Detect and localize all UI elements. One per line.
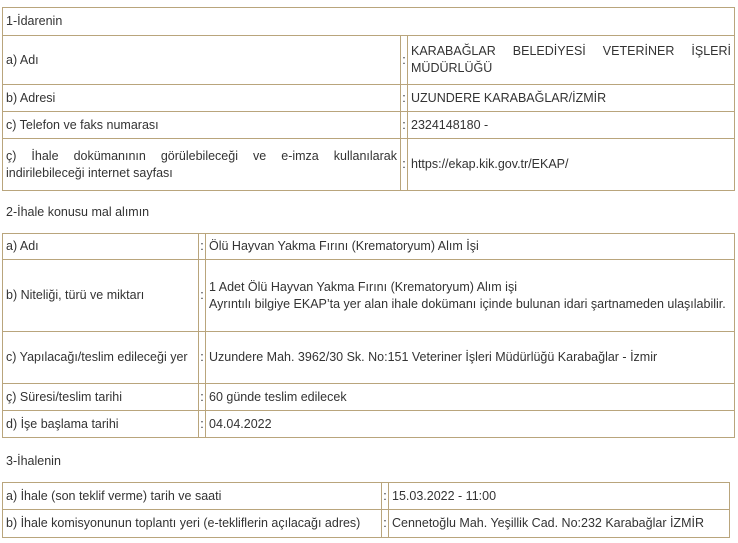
tender-datetime-value: 15.03.2022 - 11:00 bbox=[389, 483, 730, 510]
commission-place-value: Cennetoğlu Mah. Yeşillik Cad. No:232 Karabağlar İZMİR bbox=[389, 510, 730, 538]
delivery-place-value: Uzundere Mah. 3962/30 Sk. No:151 Veteriner İşleri Müdürlüğü Karabağlar - İzmir bbox=[206, 332, 735, 384]
separator: : bbox=[401, 85, 408, 112]
start-date-value: 04.04.2022 bbox=[206, 411, 735, 438]
section-3-table bbox=[2, 482, 730, 538]
admin-phone-value: 2324148180 - bbox=[408, 112, 735, 139]
item-name-value: Ölü Hayvan Yakma Fırını (Krematoryum) Alım İşi bbox=[206, 234, 735, 260]
section-1-table bbox=[2, 7, 735, 191]
separator: : bbox=[401, 139, 408, 191]
tender-datetime-label: a) İhale (son teklif verme) tarih ve saati bbox=[3, 483, 382, 510]
separator: : bbox=[199, 384, 206, 411]
item-nature-line-2: Ayrıntılı bilgiye EKAP’ta yer alan ihale dokümanı içinde bulunan idari şartnameden ulaşılabilir. bbox=[209, 296, 726, 311]
item-nature-line-1: 1 Adet Ölü Hayvan Yakma Fırını (Krematoryum) Alım işi bbox=[209, 279, 517, 294]
separator: : bbox=[199, 411, 206, 438]
admin-name-value: KARABAĞLAR BELEDİYESİ VETERİNER İŞLERİ MÜDÜRLÜĞÜ bbox=[408, 36, 735, 85]
admin-phone-label: c) Telefon ve faks numarası bbox=[3, 112, 401, 139]
start-date-label: d) İşe başlama tarihi bbox=[3, 411, 199, 438]
delivery-place-label: c) Yapılacağı/teslim edileceği yer bbox=[3, 332, 199, 384]
commission-place-label: b) İhale komisyonunun toplantı yeri (e-tekliflerin açılacağı adres) bbox=[3, 510, 382, 538]
section-2-table bbox=[2, 233, 735, 438]
delivery-period-value: 60 günde teslim edilecek bbox=[206, 384, 735, 411]
separator: : bbox=[401, 112, 408, 139]
delivery-period-label: ç) Süresi/teslim tarihi bbox=[3, 384, 199, 411]
separator: : bbox=[199, 260, 206, 332]
item-nature-value bbox=[206, 260, 735, 332]
admin-name-label: a) Adı bbox=[3, 36, 401, 85]
separator: : bbox=[382, 483, 389, 510]
admin-website-label: ç) İhale dokümanının görülebileceği ve e-imza kullanılarak indirilebileceği internet sayfası bbox=[3, 139, 401, 191]
separator: : bbox=[199, 332, 206, 384]
admin-website-link[interactable]: https://ekap.kik.gov.tr/EKAP/ bbox=[408, 139, 735, 191]
separator: : bbox=[401, 36, 408, 85]
item-name-label: a) Adı bbox=[3, 234, 199, 260]
item-nature-label: b) Niteliği, türü ve miktarı bbox=[3, 260, 199, 332]
section-2-header: 2-İhale konusu mal alımın bbox=[6, 205, 150, 219]
section-1-header: 1-İdarenin bbox=[3, 8, 735, 36]
admin-address-label: b) Adresi bbox=[3, 85, 401, 112]
section-3-header: 3-İhalenin bbox=[6, 454, 61, 468]
separator: : bbox=[382, 510, 389, 538]
admin-address-value: UZUNDERE KARABAĞLAR/İZMİR bbox=[408, 85, 735, 112]
separator: : bbox=[199, 234, 206, 260]
